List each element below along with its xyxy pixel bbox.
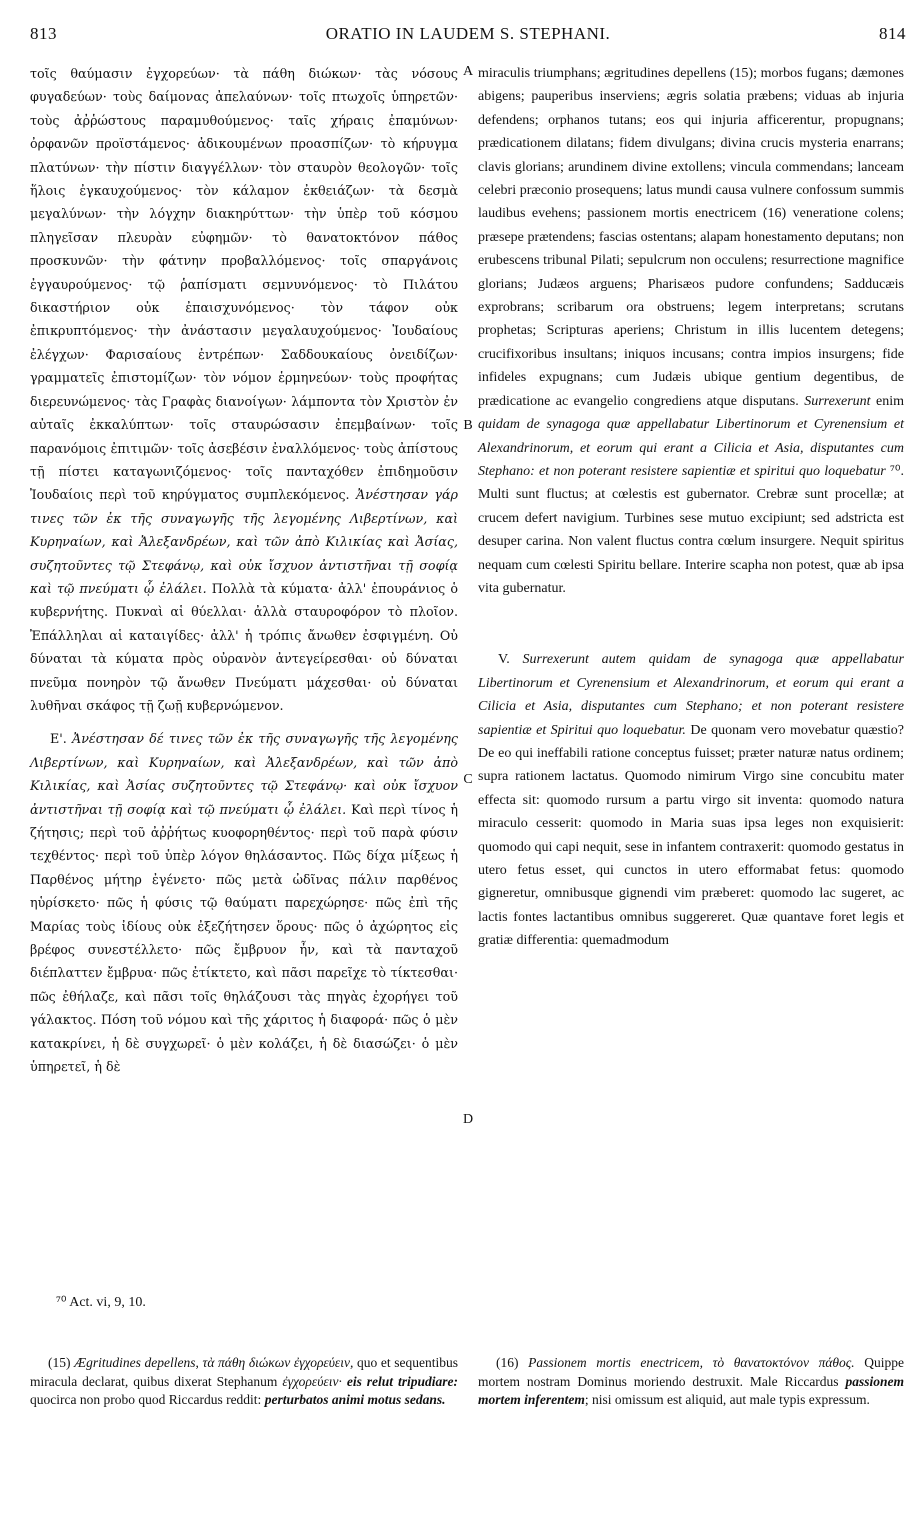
running-header [30, 24, 906, 56]
greek-scripture-quote: Ἀνέστησαν δέ τινες τῶν ἐκ τῆς συναγωγῆς τῆς λεγομένης Λιβερτίνων, καὶ Κυρηναίων, καὶ Ἀλεξανδρέων, καὶ τῶν ἀπὸ Κιλικίας, καὶ Ἀσίας συζητοῦντες τῷ Στεφάνῳ· καὶ οὐκ ἴσχυον ἀντιστῆναι τῇ σοφίᾳ καὶ τῷ πνεύματι ᾧ ἐλάλει. [30, 731, 458, 817]
latin-paragraph-1 [478, 62, 904, 600]
latin-scripture-quote: quidam de synagoga quæ appellabatur Libertinorum et Cyrenensium et Alexandrinorum, et eorum qui erant a Cilicia et Asia, disputantes cum Stephano: et non poterant resistere sapientiæ et spiritui quo loquebatur [478, 417, 904, 479]
note-greek: τὸ θανατοκτόνον πάθος. [712, 1355, 855, 1370]
latin-text: De quonam vero movebatur quæstio? De eo qui ineffabili ratione conceptus fuisset; præter naturæ natus ordinem; supra rationem lactatus. Quomodo nimirum Virgo sine concubitu mater effecta sit: quomodo rursum a partu virgo sit inventa: quomodo natura miraculo cesserit: quomodo in Maria suas ipsa leges non exquisierit: quomodo qui capi nequit, sese in infantem contraxerit: quomodo gestatus in utero fetus esset, qui cunctos in utero efformabat fetus: quomodo gigneretur, omnibusque gignendi vim præberet: quomodo lac sugeret, ac lactis fontes lactantibus omnibus suggereret. Quæ quantave foret legis et gratiæ differentia: quemadmodum [478, 722, 905, 949]
greek-text: τοῖς θαύμασιν ἐγχορεύων· τὰ πάθη διώκων· τὰς νόσους φυγαδεύων· τοὺς δαίμονας ἀπελαύνων· τοῖς πτωχοῖς ὑπηρετῶν· τοὺς ἀῤῥώστους παραμυθούμενος· ταῖς χήραις ἐπαμύνων· ὀρφανῶν προϊστάμενος· ἀδικουμένων προασπίζων· τὸ κήρυγμα πλατύνων· τὴν πίστιν διαγγέλλων· τὸν σταυρὸν θεολογῶν· τοῖς ἥλοις ἐγκαυχούμενος· τὸν κάλαμον ἐκθειάζων· τὰ δεσμὰ μεγαλύνων· τὴν λόγχην διακηρύττων· τὴν ὑπὲρ τοῦ κόσμου πληγεῖσαν πλευρὰν εὐφημῶν· τὸ θανατοκτόνον πάθος προσκυνῶν· τὴν φάτνην προβαλλόμενος· τοῖς σπαργάνοις ἐγγαυρούμενος· τῷ ῥαπίσματι σεμνυνόμενος· τὸ Πιλάτου δικαστήριον οὐκ ἐπαισχυνόμενος· τὸν τάφον οὐκ ἐπικρυπτόμενος· τὴν ἀνάστασιν μεγαλαυχούμενος· Ἰουδαίους ἐλέγχων· Φαρισαίους ἐντρέπων· Σαδδουκαίους ὀνειδίζων· γραμματεῖς ἐπιστομίζων· τὸν νόμον ἑρμηνεύων· τοὺς προφήτας διερευνώμενος· τὰς Γραφὰς διανοίγων· λάμποντα τὸν Χριστὸν ἐν αὐταῖς ἐκκαλύπτων· τοῖς σταυρώσασιν ἐπεμβαίνων· τοῖς παρανόμοις ἐπιτιμῶν· τοῖς ἀσεβέσιν ἐναλλόμενος· τοὺς ἀπίστους τῇ πίστει καταγωνιζόμενος· τοῖς πανταχόθεν ἐπιδημοῦσιν Ἰουδαίοις περὶ τοῦ κηρύγματος συμπλεκόμενος. [30, 66, 458, 503]
note-text: quocirca non probo quod Riccardus reddit: [30, 1392, 262, 1407]
left-page-number: 813 [30, 24, 57, 43]
note-italic: eis relut tripudiare: [346, 1373, 459, 1389]
note-text: quo et sequentibus miracula declarat, quibus dixerat Stephanum [30, 1355, 458, 1389]
note-italic: passionem mortem inferentem [478, 1373, 904, 1407]
greek-column [30, 62, 458, 1078]
page-title: ORATIO IN LAUDEM S. STEPHANI. [325, 24, 611, 43]
greek-paragraph-1 [30, 62, 458, 717]
latin-column [478, 62, 904, 953]
editor-note-15: (15) Ægritudines depellens, τὰ πάθη διώκων ἐγχορεύειν, quo et sequentibus miracula declarat, quibus dixerat Stephanum ἐγχορεύειν· eis relut tripudiare: quocirca non probo quod Riccardus reddit: perturbatos animi motus sedans. [30, 1355, 459, 1407]
note-greek: τὰ πάθη διώκων ἐγχορεύειν, [202, 1355, 354, 1370]
greek-text: Πολλὰ τὰ κύματα· ἀλλ' ἐπουράνιος ὁ κυβερνήτης. Πυκναὶ αἱ θύελλαι· ἀλλὰ σταυροφόρον τὸ πλοῖον. Ἐπάλληλαι αἱ καταιγίδες· ἀλλ' ἡ τρόπις ἄνωθεν ἐσφιγμένη. Οὐ δύναται τὰ κύματα πρὸς οὐρανὸν ἀντεγείρεσθαι· οὐ δύναται πνεῦμα πονηρὸν τῷ ἄνωθεν Πνεύματι μάχεσθαι· οὐ δύναται λυθῆναι σκάφος τῇ ζωῇ κυβερνώμενον. [30, 580, 458, 713]
latin-section-number: V. [498, 652, 510, 668]
latin-text: miraculis triumphans; ægritudines depellens (15); morbos fugans; dæmones abigens; pauperibus inserviens; ægris solatia præbens; viduas ab injuria defendens; orphanos tutans; eos qui injuria afficerentur, propugnans; prædicationem dilatans; fidem divulgans; divina crucis mysteria enarrans; clavis glorians; arundinem divine extollens; vincula commendans; lanceam celebri præconio prosequens; latus mundi causa vulnere confossum summis laudibus evehens; passionem mortis enectricem (16) veneratione colens; præsepe prætendens; fascias ostentans; alapam honestamento deputans; non erubescens tribunal Pilati; sepulcrum non occulens; resurrectione magnifice glorians; Judæos arguens; Pharisæos pudore confundens; Sadducæis exprobrans; scribarum ora obstruens; legem interpretans; scrutans prophetas; Scripturas aperiens; Christum in illis lucentem detegens; crucifixoribus insultans; iniquos incusans; contra impios insurgens; fide infideles expugnans; cum Judæis ubique gentium degentibus, de prædicatione ac evangelio congrediens atque disputans. [478, 66, 904, 409]
latin-scripture-quote: Surrexerunt [804, 393, 871, 409]
editor-note-16 [478, 1354, 904, 1410]
section-marker-b: B [463, 418, 473, 433]
note-italic: perturbatos animi motus sedans. [264, 1392, 446, 1407]
latin-paragraph-2 [478, 648, 904, 952]
note-text: ; nisi omissum est aliquid, aut male typis expressum. [584, 1392, 870, 1407]
latin-text: enim [876, 393, 905, 409]
latin-scripture-quote: Surrexerunt autem quidam de synagoga quæ appellabatur Libertinorum et Cyrenensium et Alexandrinorum, et eorum qui erant a Cilicia et Asia, disputantes cum Stephano; et non poterant resistere sapientiæ et Spiritui quo loquebatur. [478, 652, 905, 738]
note-text: Quippe mortem nostram Dominus moriendo destruxit. Male Riccardus [478, 1355, 905, 1389]
right-page-number: 814 [879, 24, 906, 43]
scripture-footnote: ⁷⁰ Act. vi, 9, 10. [56, 1295, 146, 1310]
greek-section-number: Ε'. [50, 731, 67, 747]
greek-paragraph-2 [30, 727, 458, 1078]
note-greek: ἐγχορεύειν· [282, 1373, 342, 1389]
note-number: (15) [48, 1355, 71, 1370]
footnote-reference: ⁷⁰. [890, 463, 905, 479]
greek-text: Καὶ περὶ τίνος ἡ ζήτησις; περὶ τοῦ ἀῤῥήτως κυοφορηθέντος· περὶ τοῦ παρὰ φύσιν τεχθέντος· περὶ τοῦ ὑπὲρ λόγον θηλάσαντος. Πῶς δίχα μίξεως ἡ Παρθένος μήτηρ ἐγένετο· πῶς μετὰ ὠδῖνας πάλιν παρθένος ηὑρίσκετο· πῶς ἡ φύσις τῷ θαύματι παρεχώρησε· πῶς ἐπὶ τῆς Μαρίας τοὺς ἰδίους οὐκ ἐξεζήτησεν ὅρους· πῶς ὁ ἀχώρητος εἰς βρέφος συνεστέλλετο· πῶς ἔμβρυον ἦν, καὶ τὰ πανταχοῦ διέπλαττεν ἔμβρυα· πῶς ἐτίκτετο, καὶ πᾶσι παρεῖχε τὸ τίκτεσθαι· πῶς ἐθήλαζε, καὶ πᾶσι τοῖς θηλάζουσι τὰς πηγὰς ἐχορήγει τοῦ γάλακτος. Πόση τοῦ νόμου καὶ τῆς χάριτος ἡ διαφορά· πῶς ὁ μὲν κατακρίνει, ἡ δὲ συγχωρεῖ· ὁ μὲν κολάζει, ἡ δὲ διασώζει· ὁ μὲν ὑπηρετεῖ, ἡ δὲ [30, 801, 458, 1075]
note-lemma: Passionem mortis enectricem, [528, 1355, 703, 1370]
section-marker-d: D [462, 1112, 474, 1127]
note-lemma: Ægritudines depellens [74, 1355, 196, 1370]
greek-scripture-quote: Ἀνέστησαν γάρ τινες τῶν ἐκ τῆς συναγωγῆς τῆς λεγομένης Λιβερτίνων, καὶ Κυρηναίων, καὶ Ἀλεξανδρέων, καὶ τῶν ἀπὸ Κιλικίας καὶ Ἀσίας, συζητοῦντες τῷ Στεφάνῳ, καὶ οὐκ ἴσχυον ἀντιστῆναι τῇ σοφίᾳ καὶ τῷ πνεύματι ᾧ ἐλάλει. [30, 487, 458, 596]
note-number: (16) [496, 1355, 519, 1370]
section-marker-a: A [462, 64, 474, 79]
latin-text: Multi sunt fluctus; at cœlestis est gubernator. Crebræ sunt procellæ; at crucem defert navigium. Turbines sese mutuo excipiunt; sed adstricta est desuper carina. Non valent fluctus contra cœlum insurgere. Nequit spiritus nequam cum cœlesti Spiritu bellare. Interire scapha non potest, quæ ab ipsa vita gubernatur. [478, 487, 904, 596]
section-marker-c: C [463, 772, 473, 787]
